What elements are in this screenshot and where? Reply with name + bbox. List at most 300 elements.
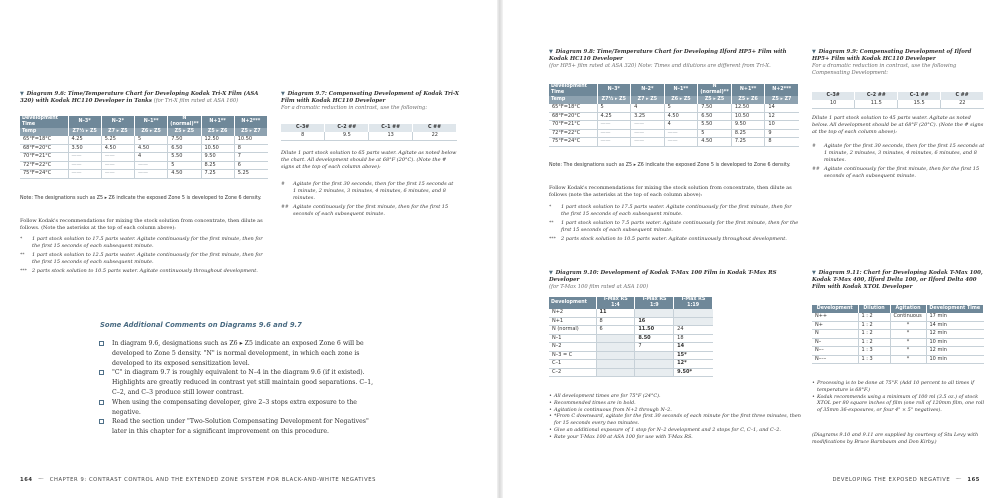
table-cell: 9.50: [201, 153, 234, 162]
footnote-text: Agitate continuously for the first minute, then for the first 15 seconds of each subsequent minute.: [293, 204, 449, 217]
table-cell: N–: [812, 338, 858, 347]
table-row: [549, 129, 799, 138]
footnote-mark: #: [281, 182, 285, 187]
footnote: [549, 204, 801, 218]
footnote: [281, 181, 457, 202]
footnote-text: Agitate for the first 30 seconds, then for the first 15 seconds at 1 minute, 2 minutes, 3 minutes, 4 minutes, 6 minutes, and 8 minutes.: [293, 181, 454, 201]
list-item: [98, 368, 374, 397]
table-cell: 5: [168, 161, 201, 170]
table-cell: 7: [635, 343, 674, 352]
footnote-mark: ##: [812, 167, 820, 172]
table-row: [549, 104, 799, 112]
footnote-text: Agitate continuously for the first minute, then for the first 15 seconds of each subsequent minute.: [824, 166, 980, 179]
table-cell: 4.50: [168, 170, 201, 179]
table-cell: 7: [234, 153, 267, 162]
triangle-marker-icon: ▼: [812, 270, 816, 276]
diagram-9-9-dilute-text: Dilute 1 part stock solution to 45 parts water. Agitate as noted below. All development should be at 68°F (20°C). (Note the # signs at the top of each column above):: [812, 115, 984, 135]
table-cell: [635, 351, 674, 360]
triangle-marker-icon: ▼: [812, 49, 816, 55]
diagram-9-11-table: [812, 305, 984, 364]
diagram-9-7-caption: [281, 91, 461, 112]
triangle-marker-icon: ▼: [281, 91, 285, 97]
column-header: C ##: [413, 124, 457, 132]
table-cell: ——: [68, 161, 101, 170]
table-cell: 5.50: [698, 121, 732, 130]
table-cell: 4.25: [68, 136, 101, 144]
table-row: [549, 368, 713, 377]
diagram-9-11-title: Diagram 9.11: Chart for Developing Kodak T-Max 100, Kodak T-Max 400, Ilford Delta 100, or Ilford Delta 400 Film with Kodak XTOL Developer: [812, 270, 983, 290]
column-header: N–1**: [135, 116, 168, 128]
table-row: [549, 138, 799, 147]
column-subheader: Z5 ▸ Z6: [201, 128, 234, 136]
table-cell: 8: [596, 317, 635, 326]
table-cell: 70°F=21°C: [549, 121, 597, 130]
running-header-section: DEVELOPING THE EXPOSED NEGATIVE: [832, 477, 951, 483]
list-item: [98, 398, 374, 418]
table-row: [812, 100, 984, 108]
table-cell: N+2: [549, 309, 596, 317]
table-cell: 14: [674, 343, 713, 352]
column-header: C–3#: [812, 92, 855, 100]
table-row: [549, 343, 713, 352]
table-header-row: [812, 92, 984, 100]
list-item: • Agitation is continuous from N+2 through N–2.: [549, 407, 803, 414]
column-subheader: Z5 ▸ Z7: [765, 96, 799, 104]
column-header: C ##: [941, 92, 984, 100]
table-cell: 9: [765, 129, 799, 138]
column-header: Agitation: [890, 305, 926, 313]
column-header: C–1 ##: [369, 124, 413, 132]
diagram-9-7-title: Diagram 9.7: Compensating Development of Kodak Tri-X Film with Kodak HC110 Developer: [281, 91, 459, 104]
table-cell: N–––: [812, 355, 858, 364]
diagram-9-6-table: [20, 116, 268, 179]
footnote-mark: #: [812, 144, 816, 149]
table-cell: 65°F=18°C: [20, 136, 68, 144]
table-cell: ——: [631, 121, 665, 130]
table-cell: C–2: [549, 368, 596, 377]
table-cell: 10: [765, 121, 799, 130]
page-number: 164: [20, 477, 33, 483]
column-header: N–3*: [597, 84, 631, 96]
table-cell: Continuous: [890, 313, 926, 321]
footnote-mark: **: [549, 221, 554, 226]
table-cell: 18: [674, 334, 713, 343]
table-cell: 22: [413, 132, 457, 140]
column-header: N+2***: [765, 84, 799, 96]
table-subheader-row: [20, 128, 268, 136]
diagram-9-6-follow-text: Follow Kodak's recommendations for mixing the stock solution from concentrate, then dilute as follows. (Note the asterisks at the top of each column above):: [20, 218, 263, 231]
table-cell: 11: [596, 309, 635, 317]
table-cell: *: [890, 347, 926, 356]
footnote-mark: *: [20, 237, 23, 242]
table-cell: 5.25: [101, 136, 134, 144]
table-cell: 6.50: [168, 144, 201, 153]
column-header: T-Max RS 1:4: [596, 297, 635, 309]
table-cell: ——: [101, 161, 134, 170]
table-cell: N–2: [549, 343, 596, 352]
column-subheader: Z5 ▸ Z7: [234, 128, 267, 136]
footnote-text: Agitate for the first 30 seconds, then for the first 15 seconds at 1 minute, 2 minutes, 3 minutes, 4 minutes, 6 minutes, and 8 minutes.: [824, 143, 985, 163]
column-subheader: Z5 ▸ Z5: [168, 128, 201, 136]
diagram-9-7-footnotes: [281, 181, 457, 218]
table-cell: 75°F=24°C: [20, 170, 68, 179]
list-item: [98, 339, 374, 368]
table-cell: 10.50: [201, 144, 234, 153]
diagram-9-8-note: Note: The designations such as Z5 ▸ Z6 indicate the exposed Zone 5 is developed to Zone 6 density.: [549, 163, 791, 168]
table-cell: 4.50: [101, 144, 134, 153]
right-page-footer: [832, 474, 980, 483]
diagram-9-11-credit: (Diagrams 9.10 and 9.11 are supplied by courtesy of Stu Levy with modifications by Bruce Barnbaum and Don Kirby.): [812, 432, 979, 445]
diagram-9-10-subtitle: (for T-Max 100 film rated at ASA 100): [549, 284, 649, 290]
triangle-marker-icon: ▼: [20, 91, 24, 97]
table-row: [812, 347, 984, 356]
table-cell: 68°F=20°C: [549, 112, 597, 121]
footnote-text: 1 part stock solution to 7.5 parts water. Agitate continuously for the first minute, then for the first 15 seconds of each subsequent minute.: [561, 220, 799, 233]
column-header: C–2 ##: [325, 124, 369, 132]
left-page-footer: [20, 474, 376, 483]
column-header: C–2 ##: [855, 92, 898, 100]
table-cell: 22: [941, 100, 984, 108]
table-cell: 12.50: [201, 136, 234, 144]
table-cell: 9.50*: [674, 368, 713, 377]
checkbox-bullet-icon: [99, 341, 104, 346]
page-number: 165: [967, 477, 980, 483]
diagram-9-8-caption: [549, 49, 799, 70]
table-cell: 9.50: [731, 121, 765, 130]
diagram-9-6-footnotes: [20, 236, 270, 275]
footnote-text: 2 parts stock solution to 10.5 parts water. Agitate continuously throughout development.: [561, 236, 787, 242]
footnote-mark: ##: [281, 205, 289, 210]
table-cell: 68°F=20°C: [20, 144, 68, 153]
diagram-9-6-title: Diagram 9.6: Time/Temperature Chart for Developing Kodak Tri-X Film (ASA 320) with Kodak HC110 Developer in Tanks: [20, 91, 259, 104]
table-cell: 12.50: [731, 104, 765, 112]
table-cell: ——: [68, 153, 101, 162]
table-cell: 1 : 3: [858, 347, 890, 356]
table-row: [549, 334, 713, 343]
footnote-text: 1 part stock solution to 17.5 parts water. Agitate continuously for the first minute, then for the first 15 seconds of each subsequent minute.: [32, 236, 263, 249]
table-cell: 7.50: [698, 104, 732, 112]
table-row: [549, 360, 713, 369]
table-cell: [596, 351, 635, 360]
table-cell: 14: [765, 104, 799, 112]
column-subheader: Temp: [549, 96, 597, 104]
column-header: Dilution: [858, 305, 890, 313]
diagram-9-8-follow-text: Follow Kodak's recommendations for mixing the stock solution from concentrate, then dilute as follows (note the asterisks at the top of each column above):: [549, 185, 792, 198]
diagram-9-6-note: Note: The designations such as Z5 ▸ Z6 indicate the exposed Zone 5 is developed to Zone 6 density.: [20, 196, 262, 201]
table-cell: 6: [596, 326, 635, 335]
table-cell: 5.50: [168, 153, 201, 162]
table-cell: *: [890, 338, 926, 347]
diagram-9-8-subtitle: (for HP5+ film rated at ASA 320) Note: Times and dilutions are different from Tri-X.: [549, 63, 771, 69]
table-row: [812, 338, 984, 347]
table-cell: 11.50: [635, 326, 674, 335]
table-cell: 4.50: [135, 144, 168, 153]
table-cell: 10 min: [926, 355, 984, 364]
table-cell: 3.25: [631, 112, 665, 121]
column-header: Development: [812, 305, 858, 313]
footnote-text: 1 part stock solution to 12.5 parts water. Agitate continuously for the first minute, then for the first 15 seconds of each subsequent minute.: [32, 252, 263, 265]
footnote-mark: ***: [20, 269, 27, 274]
diagram-9-8-footnotes: [549, 204, 801, 243]
diagram-9-11-notes: [812, 380, 990, 414]
table-row: [20, 144, 268, 153]
table-row: [812, 321, 984, 330]
table-cell: 72°F=22°C: [20, 161, 68, 170]
table-cell: 8: [234, 144, 267, 153]
table-cell: 72°F=22°C: [549, 129, 597, 138]
table-cell: 8.25: [731, 129, 765, 138]
table-cell: ——: [631, 138, 665, 147]
table-row: [812, 355, 984, 364]
table-row: [549, 351, 713, 360]
column-header: N+1**: [731, 84, 765, 96]
table-cell: N: [812, 330, 858, 339]
list-item: • *From C downward, agitate for the first 30 seconds of each minute for the first three minutes, then for 15 seconds every two minutes.: [549, 413, 803, 427]
diagram-9-8-title: Diagram 9.8: Time/Temperature Chart for Developing Ilford HP5+ Film with Kodak HC110 Developer: [549, 49, 787, 62]
table-cell: 10: [812, 100, 855, 108]
table-row: [549, 326, 713, 335]
diagram-9-10-caption: [549, 270, 799, 291]
diagram-9-8-table: [549, 84, 799, 147]
footnote: [812, 143, 988, 164]
diagram-9-9-subtitle: For a dramatic reduction in contrast, use the following Compensating Development:: [812, 63, 957, 76]
table-cell: [635, 309, 674, 317]
table-cell: 15.5: [898, 100, 941, 108]
column-subheader: Temp: [20, 128, 68, 136]
table-cell: 5.25: [234, 170, 267, 179]
table-cell: ——: [68, 170, 101, 179]
footnote-text: 1 part stock solution to 17.5 parts water. Agitate continuously for the first minute, then for the first 15 seconds of each subsequent minute.: [561, 204, 792, 217]
table-cell: 1 : 2: [858, 313, 890, 321]
column-header: N (normal)**: [168, 116, 201, 128]
table-cell: 8: [765, 138, 799, 147]
table-cell: N––: [812, 347, 858, 356]
table-row: [549, 309, 713, 317]
table-row: [549, 112, 799, 121]
table-cell: 3.50: [68, 144, 101, 153]
column-header: Development Time: [549, 84, 597, 96]
column-subheader: Z7 ▸ Z5: [101, 128, 134, 136]
table-cell: ——: [597, 121, 631, 130]
table-cell: 4: [631, 104, 665, 112]
list-item: • Give an additional exposure of 1 stop for N–2 development and 2 stops for C, C–1, and C–2.: [549, 427, 803, 434]
table-cell: 9.5: [325, 132, 369, 140]
table-cell: 12*: [674, 360, 713, 369]
table-cell: 8.25: [201, 161, 234, 170]
table-cell: 70°F=21°C: [20, 153, 68, 162]
diagram-9-7-subtitle: For a dramatic reduction in contrast, use the following:: [281, 105, 428, 111]
table-cell: C–1: [549, 360, 596, 369]
column-subheader: Z7 ▸ Z5: [631, 96, 665, 104]
diagram-9-7-dilute-text: Dilute 1 part stock solution to 65 parts water. Agitate as noted below the chart. All development should be at 68°F (20°C). (Note the # signs at the top of each column above):: [281, 150, 457, 170]
table-cell: 12 min: [926, 330, 984, 339]
footnote: [812, 166, 988, 180]
table-cell: 6.50: [698, 112, 732, 121]
table-cell: *: [890, 321, 926, 330]
footnote: [20, 252, 270, 266]
diagram-9-10-table: [549, 297, 713, 377]
table-cell: 10.50: [731, 112, 765, 121]
column-header: T-Max RS 1:19: [674, 297, 713, 309]
table-cell: 5: [664, 104, 698, 112]
diagram-9-9-table: [812, 92, 984, 109]
table-cell: 10 min: [926, 338, 984, 347]
table-cell: 13: [369, 132, 413, 140]
checkbox-bullet-icon: [99, 400, 104, 405]
diagram-9-6-caption: [20, 91, 272, 105]
column-header: Development Time: [926, 305, 984, 313]
column-header: N+1**: [201, 116, 234, 128]
table-cell: 4: [135, 153, 168, 162]
table-row: [812, 330, 984, 339]
table-row: [281, 132, 457, 140]
column-header: N+2***: [234, 116, 267, 128]
table-cell: 1 : 2: [858, 321, 890, 330]
triangle-marker-icon: ▼: [549, 270, 553, 276]
list-item: • Processing is to be done at 75°F. (Add 10 percent to all times if temperature is 68°F.): [812, 380, 990, 394]
column-header: N–1**: [664, 84, 698, 96]
table-cell: 24: [674, 326, 713, 335]
footnote: [20, 236, 270, 250]
table-cell: 1 : 3: [858, 355, 890, 364]
checkbox-bullet-icon: [99, 419, 104, 424]
diagram-9-7-table: [281, 124, 457, 141]
table-cell: [596, 343, 635, 352]
table-cell: ——: [135, 170, 168, 179]
column-header: C–3#: [281, 124, 325, 132]
table-cell: 8.50: [635, 334, 674, 343]
table-cell: ——: [631, 129, 665, 138]
list-item: • Recommended times are in bold.: [549, 400, 803, 407]
table-cell: 4.50: [698, 138, 732, 147]
table-cell: 7.25: [731, 138, 765, 147]
column-header: C–1 ##: [898, 92, 941, 100]
table-cell: *: [890, 330, 926, 339]
table-cell: N+: [812, 321, 858, 330]
table-subheader-row: [549, 96, 799, 104]
table-cell: ——: [597, 138, 631, 147]
diagram-9-9-title: Diagram 9.9: Compensating Development of Ilford HP5+ Film with Kodak HC110 Developer: [812, 49, 972, 62]
table-cell: 7.50: [168, 136, 201, 144]
table-cell: N–1: [549, 334, 596, 343]
table-cell: ——: [664, 129, 698, 138]
column-header: N (normal)**: [698, 84, 732, 96]
table-cell: 8: [281, 132, 325, 140]
comments-list: [98, 339, 374, 437]
table-header-row: [281, 124, 457, 132]
table-cell: [596, 360, 635, 369]
footnote: [281, 204, 457, 218]
table-row: [20, 136, 268, 144]
wave-ornament-icon: 〜: [955, 476, 963, 483]
table-cell: 1 : 2: [858, 338, 890, 347]
list-item-text: In diagram 9.6, designations such as Z6 ▸ Z5 indicate an exposed Zone 6 will be developed to Zone 5 density. "N" is normal development, in which each zone is developed to its exposed sensitization level.: [112, 340, 364, 367]
table-header-row: [20, 116, 268, 128]
table-cell: [674, 317, 713, 326]
list-item-text: "C" in diagram 9.7 is roughly equivalent to N–4 in the diagram 9.6 (if it existed). Highlights are greatly reduced in contrast yet still maintain good separations. C–1, C–2, and C–3 produce still lower contrast.: [112, 369, 374, 396]
table-cell: 1 : 2: [858, 330, 890, 339]
table-cell: N–3 = C: [549, 351, 596, 360]
table-cell: *: [890, 355, 926, 364]
list-item-text: Read the section under "Two-Solution Compensating Development for Negatives" later in this chapter for a significant improvement on this procedure.: [112, 418, 369, 436]
table-cell: N+1: [549, 317, 596, 326]
column-header: N–2*: [101, 116, 134, 128]
table-cell: 7.25: [201, 170, 234, 179]
triangle-marker-icon: ▼: [549, 49, 553, 55]
diagram-9-10-title: Diagram 9.10: Development of Kodak T-Max 100 Film in Kodak T-Max RS Developer: [549, 270, 777, 283]
table-cell: 4: [664, 121, 698, 130]
table-cell: [635, 360, 674, 369]
table-cell: N (normal): [549, 326, 596, 335]
table-cell: ——: [101, 153, 134, 162]
table-cell: 16: [635, 317, 674, 326]
diagram-9-9-footnotes: [812, 143, 988, 180]
column-subheader: Z5 ▸ Z5: [698, 96, 732, 104]
wave-ornament-icon: 〜: [37, 476, 45, 483]
column-header: Development Time: [20, 116, 68, 128]
table-cell: [635, 368, 674, 377]
table-cell: 15*: [674, 351, 713, 360]
table-row: [549, 317, 713, 326]
table-cell: 4.25: [597, 112, 631, 121]
column-subheader: Z7½ ▸ Z5: [597, 96, 631, 104]
diagram-9-11-caption: [812, 270, 988, 291]
table-cell: 12: [765, 112, 799, 121]
table-cell: 6: [234, 161, 267, 170]
table-cell: [596, 368, 635, 377]
footnote-mark: *: [549, 205, 552, 210]
list-item: • Kodak recommends using a minimum of 100 ml (3.5 oz.) of stock XTOL per 80 square inches of film (one roll of 120mm film, one roll of 35mm 36-exposures, or four 4" × 5" negatives).: [812, 394, 990, 414]
table-cell: 4.50: [664, 112, 698, 121]
column-subheader: Z6 ▸ Z5: [664, 96, 698, 104]
table-cell: 14 min: [926, 321, 984, 330]
column-subheader: Z6 ▸ Z5: [135, 128, 168, 136]
table-cell: 5: [135, 136, 168, 144]
footnote: [549, 220, 801, 234]
running-header-chapter: CHAPTER 9: CONTRAST CONTROL AND THE EXTENDED ZONE SYSTEM FOR BLACK-AND-WHITE NEGATIVES: [49, 477, 377, 483]
table-cell: N++: [812, 313, 858, 321]
column-subheader: Z7½ ▸ Z5: [68, 128, 101, 136]
comments-section-title: Some Additional Comments on Diagrams 9.6 and 9.7: [100, 321, 302, 329]
table-row: [20, 161, 268, 170]
footnote: [549, 236, 801, 243]
diagram-9-9-caption: [812, 49, 988, 77]
table-cell: 75°F=24°C: [549, 138, 597, 147]
column-subheader: Z5 ▸ Z6: [731, 96, 765, 104]
table-row: [549, 121, 799, 130]
footnote-mark: ***: [549, 237, 556, 242]
footnote: [20, 268, 270, 275]
table-cell: [596, 334, 635, 343]
column-header: Development: [549, 297, 596, 309]
table-header-row: [549, 84, 799, 96]
table-cell: ——: [664, 138, 698, 147]
list-item: • All development times are for 75°F (24°C).: [549, 393, 803, 400]
list-item: • Rate your T-Max 100 at ASA 100 for use with T-Max RS.: [549, 434, 803, 441]
table-cell: 65°F=18°C: [549, 104, 597, 112]
column-header: T-Max RS 1:9: [635, 297, 674, 309]
table-row: [20, 153, 268, 162]
table-cell: 5: [597, 104, 631, 112]
diagram-9-10-notes: [549, 393, 803, 441]
table-cell: 11.5: [855, 100, 898, 108]
table-cell: ——: [597, 129, 631, 138]
table-row: [812, 313, 984, 321]
right-page: [503, 0, 1000, 498]
column-header: N–2*: [631, 84, 665, 96]
table-row: [20, 170, 268, 179]
table-cell: 5: [698, 129, 732, 138]
